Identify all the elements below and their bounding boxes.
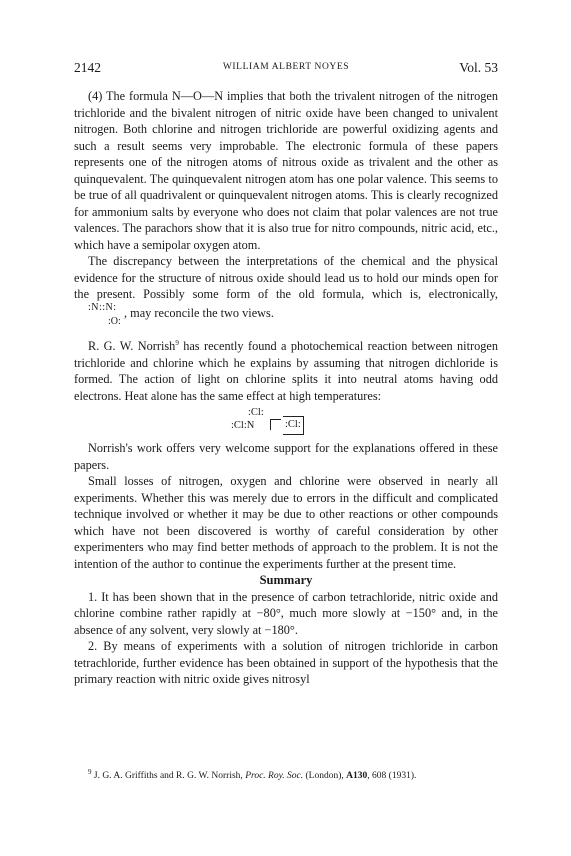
footnote-journal: Proc. Roy. Soc.: [245, 771, 304, 781]
paragraph-norrish: [74, 338, 498, 404]
running-title: WILLIAM ALBERT NOYES: [222, 62, 350, 72]
footnote: [74, 767, 498, 783]
footnote-marker: 9: [88, 767, 92, 776]
paragraph-text: has recently found a photochemical reaction between nitrogen trichloride and chlorine which he explains by assuming that nitrogen dichloride is formed. The action of light on chlorine splits it into neutral atoms having odd electrons. Heat alone has the same effect at high temperatures:: [74, 339, 499, 403]
summary-heading: Summary: [259, 573, 313, 587]
struct-bond-line: [270, 419, 281, 430]
footnote-9: [74, 767, 498, 783]
paragraph-support: Norrish's work offers very welcome support for the explanations offered in these papers.: [74, 441, 498, 472]
spacer: [74, 321, 498, 338]
volume-label: Vol. 53: [459, 60, 498, 75]
formula-nn: :N::N:: [88, 301, 117, 313]
struct-top-cl: :Cl:: [248, 407, 264, 418]
formula-o: :O:: [108, 315, 121, 327]
paragraph-losses: Small losses of nitrogen, oxygen and chlorine were observed in nearly all experiments. Whether this was merely due to errors in the difficult and complicated technique involved or whether it may be due to other reactions or other compounds which have not been discovered is worthy of careful consideration by other experimenters who may find better methods of approach to the problem. It is not the intention of the author to continue the experiments further at the present time.: [74, 474, 498, 571]
footnote-ref: 9: [175, 338, 179, 347]
paragraph-discrepancy: [74, 253, 498, 327]
nitrogen-trichloride-structure: [74, 406, 498, 436]
footnote-authors: J. G. A. Griffiths and R. G. W. Norrish,: [91, 771, 246, 781]
paragraph-text: The discrepancy between the interpretations of the chemical and the physical evidence for the structure of nitrous oxide should lead us to hold our minds open for the present. Possibly some form of the old formula, which is, electronically,: [74, 254, 498, 301]
body-text: [74, 88, 498, 688]
paragraph-text: , may reconcile the two views.: [124, 305, 274, 320]
footnote-pages: , 608 (1931).: [367, 771, 417, 781]
footnote-volume: A130: [346, 771, 368, 781]
summary-item-1: 1. It has been shown that in the presence of carbon tetrachloride, nitric oxide and chlorine combine rather rapidly at −80°, much more slowly at −150° and, in the absence of any solvent, very slowly at −180°.: [74, 589, 498, 637]
nitrous-oxide-electronic-formula: [74, 301, 124, 327]
page-header: [74, 60, 498, 78]
paragraph-4: (4) The formula N—O—N implies that both the trivalent nitrogen of the nitrogen trichloride and the bivalent nitrogen of nitric oxide have been changed to univalent nitrogen. Both chlorine and nitrogen trichloride are powerful oxidizing agents and such a result seems very improbable. The electronic formula of these papers represents one of the nitrogen atoms of nitrous oxide as trivalent and the other as quinquevalent. The quinquevalent nitrogen atom has one polar valence. This seems to be true of all quadrivalent or quinquevalent nitrogen atoms. This is clearly recognized for ammonium salts by everyone who does not claim that polar valences are not true valences. The parachors show that it is also true for nitro compounds, nitric acid, etc., which have a semipolar oxygen atom.: [74, 89, 498, 252]
page-number: 2142: [74, 60, 101, 75]
summary-item-2: 2. By means of experiments with a solution of nitrogen trichloride in carbon tetrachloride, further evidence has been obtained in support of the hypothesis that the primary reaction with nitric oxide gives nitrosyl: [74, 639, 498, 686]
struct-boxed-cl: :Cl:: [283, 416, 304, 435]
footnote-location: (London),: [303, 771, 347, 781]
struct-cl-n: :Cl:N: [231, 420, 255, 431]
paragraph-text: R. G. W. Norrish: [88, 339, 176, 353]
